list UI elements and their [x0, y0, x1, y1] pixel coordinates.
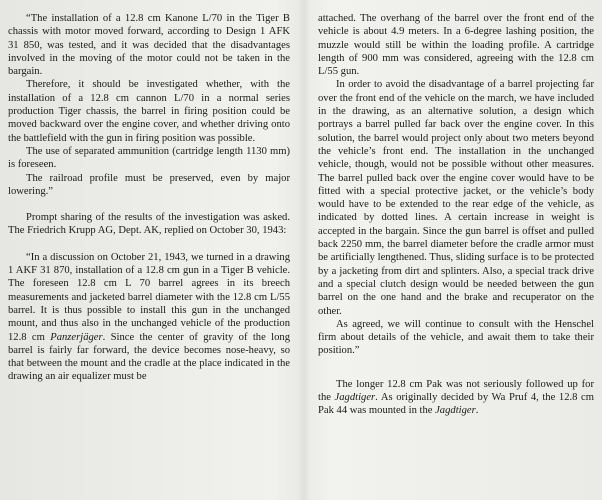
- paragraph-spacer: [318, 358, 594, 378]
- right-text-column: [318, 12, 594, 418]
- reply-text-b: . Since the center of gravity of the long barrel is fairly far forward, the device becomes nose-heavy, so that between the mount and the cradle at the place indicated in the drawing an air equalizer must be: [8, 331, 291, 383]
- paragraph-reply-quote: [8, 251, 290, 384]
- paragraph-reply-intro: Prompt sharing of the results of the investigation was asked. The Friedrich Krupp AG, Dept. AK, replied on October 30, 1943:: [8, 212, 290, 237]
- paragraph-continued: attached. The overhang of the barrel over the front end of the vehicle is about 4.9 meters. In a 6-degree lashing position, the muzzle would still be within the loading profile. A cartridge length of 900 mm was considered, agreeing with the 12.8 cm L/55 gun.: [318, 13, 594, 78]
- paragraph-krupp-quote-4: The railroad profile must be preserved, even by major lowering.”: [8, 172, 290, 197]
- paragraph-spacer: [8, 198, 290, 211]
- reply-text-italic: Panzerjäger: [50, 331, 103, 343]
- paragraph-spacer: [8, 238, 290, 251]
- paragraph-henschel: As agreed, we will continue to consult with the Henschel firm about details of the vehicle, and await them to take their position.”: [318, 318, 594, 357]
- book-gutter: [298, 0, 310, 500]
- paragraph-krupp-quote-3: The use of separated ammunition (cartridge length 1130 mm) is foreseen.: [8, 145, 290, 171]
- paragraph-krupp-quote-1: “The installation of a 12.8 cm Kanone L/70 in the Tiger B chassis with motor moved forward, according to Design 1 AFK 31 850, was tested, and it was decided that the disadvantages involved in the moving of the motor could not be taken in the bargain.: [8, 13, 290, 78]
- paragraph-conclusion: [318, 378, 594, 418]
- reply-text-a: “In a discussion on October 21, 1943, we turned in a drawing 1 AKF 31 870, installation of a 12.8 cm gun in a Tiger B vehicle. The foreseen 12.8 cm L 70 barrel agrees in its breech measurements and jacketed barrel diameter with the 12.8 cm L/55 barrel. It is thus possible to install this gun in the unchanged mount, and thus also in the unchanged vehicle of the production 12.8 cm: [8, 251, 290, 343]
- left-text-column: [8, 12, 290, 384]
- conclusion-text-b: . As originally decided by Wa Pruf 4, the 12.8 cm Pak 44 was mounted in the: [318, 392, 594, 417]
- conclusion-italic-1: Jagdtiger: [334, 392, 376, 404]
- paragraph-alternative-design: In order to avoid the disadvantage of a barrel projecting far over the front end of the vehicle on the march, we have included in the drawing, as an alternative solution, a design which portrays a barrel pulled far back over the engine cover. In this solution, the barrel would project only about two meters beyond the vehicle’s front end. The installation in the unchanged vehicle, though, would not be possible without other measures. The barrel pulled back over the engine cover would have to be fitted with a special protective jacket, or the vehicle’s body would have to be extended to the rear edge of the vehicle, as indicated by dotted lines. A certain increase in weight is accepted in the bargain. Since the gun barrel is offset and pulled back 2250 mm, the barrel diameter before the cradle armor must be artificially lengthened. Thus, sliding surface is to be protected by a jacketing from dirt and splinters. Also, a special track drive and a special clutch design would be needed between the gun barrel on the one hand and the brake and recuperator on the other.: [318, 79, 594, 317]
- paragraph-krupp-quote-2: Therefore, it should be investigated whether, with the installation of a 12.8 cm cannon L/70 in a normal series production Tiger chassis, the barrel in firing position could be moved backward over the engine cover, and whether driving onto the battlefield with the gun in firing position was possible.: [8, 79, 290, 144]
- conclusion-italic-2: Jagdtiger: [435, 405, 476, 417]
- conclusion-text-c: .: [475, 405, 479, 417]
- conclusion-text-a: The longer 12.8 cm Pak was not seriously followed up for the: [318, 378, 594, 404]
